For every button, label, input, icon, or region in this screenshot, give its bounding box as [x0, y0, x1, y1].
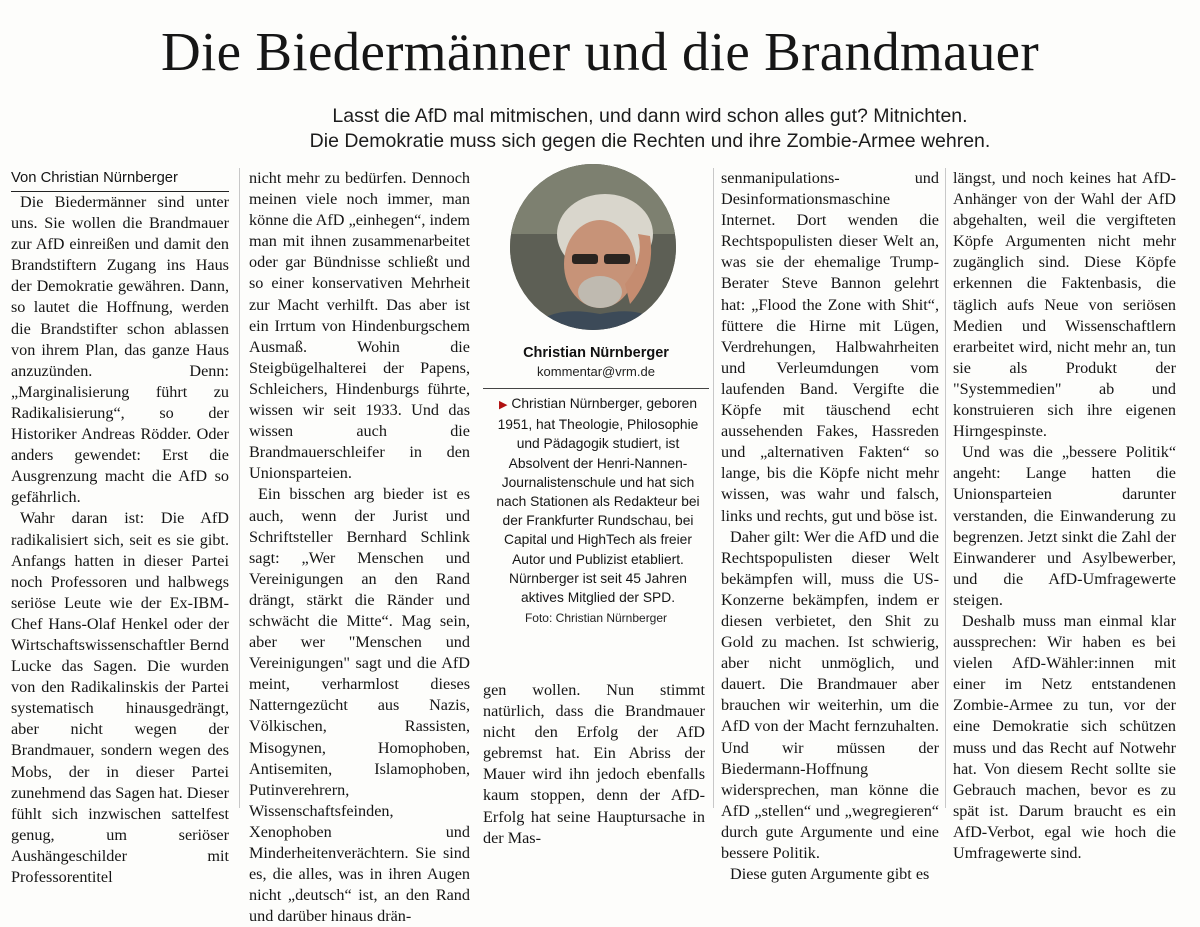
bio-divider — [483, 388, 709, 389]
paragraph: Ein bisschen arg bieder ist es auch, wenn der Jurist und Schriftsteller Bernhard Schlink sagt: „Wer Menschen und Vereinigungen an den Rand drängt, stärkt die Ränder und schwächt die Mitte“. Mag sein, aber wer "Menschen und Vereinigungen" sagt und die AfD meint, verharmlost dieses Natterngezücht aus Nazis, Völkischen, Rassisten, Misogynen, Homophoben, Antisemiten, Islamophoben, Putinverehrern, Wissenschaftsfeinden, Xenophoben und Minderheitenverächtern. Sie sind es, die alles, was in ihren Augen nicht „deutsch“ ist, an den Rand und darüber hinaus drän- — [249, 485, 470, 926]
paragraph: Und was die „bessere Politik“ angeht: Lange hatten die Unionsparteien darunter verstanden, die Einwanderung zu begrenzen. Jetzt sinkt die Zahl der Einwanderer und Asylbewerber, und die AfD-Umfragewerte steigen. — [953, 443, 1176, 609]
photo-credit: Foto: Christian Nürnberger — [524, 611, 668, 625]
article-column-4 — [721, 168, 939, 885]
paragraph: gen wollen. Nun stimmt natürlich, dass die Brandmauer nicht den Erfolg der AfD gebremst hat. Ein Abriss der Mauer wird ihn jedoch ebenfalls kaum stoppen, denn der AfD-Erfolg hat seine Hauptursache in der Mas- — [483, 681, 705, 847]
paragraph: Diese guten Argumente gibt es — [730, 865, 930, 884]
author-name: Christian Nürnberger — [523, 345, 669, 361]
subhead-line-2: Die Demokratie muss sich gegen die Rechten und ihre Zombie-Armee wehren. — [309, 130, 991, 152]
column-divider — [945, 168, 946, 808]
paragraph: Die Biedermänner sind unter uns. Sie wollen die Brandmauer zur AfD einreißen und damit den Brandstiftern Zugang ins Haus der Demokratie gewähren. Dann, so lautet die Hoffnung, werden die Brandstifter schon ablassen von ihrem Plan, das ganze Haus anzuzünden. Denn: „Marginalisierung führt zu Radikalisierung“, so der Historiker Andreas Rödder. Oder anders gewendet: Erst die Ausgrenzung macht die AfD so gefährlich. — [11, 193, 229, 507]
author-bio-text: Christian Nürnberger, geboren 1951, hat Theologie, Philosophie und Pädagogik studiert, ist Absolvent der Henri-Nannen-Journalistenschule und hat sich nach Stationen als Redakteur bei der Frankfurter Rundschau, bei Capital und HighTech als freier Autor und Publizist etabliert. Nürnberger ist seit 45 Jahren aktives Mitglied der SPD. — [496, 396, 700, 606]
headline: Die Biedermänner und die Brandmauer — [161, 21, 1039, 82]
article-column-5 — [953, 168, 1176, 864]
author-portrait-image — [510, 164, 676, 330]
paragraph: Daher gilt: Wer die AfD und die Rechtspopulisten dieser Welt bekämpfen will, muss die US-Konzerne bekämpfen, indem er diesen verbietet, den Shit zu Gold zu machen. Ist schwierig, aber nicht unmöglich, und dauert. Die Brandmauer aber brauchen wir weiterhin, um die AfD von der Macht fernzuhalten. Und wir müssen der Biedermann-Hoffnung widersprechen, man könne die AfD „stellen“ und „wegregieren“ durch gute Argumente und eine bessere Politik. — [721, 527, 939, 862]
subhead-line-1: Lasst die AfD mal mitmischen, und dann wird schon alles gut? Mitnichten. — [332, 105, 968, 127]
triangle-marker-icon: ▶ — [498, 399, 508, 411]
article-column-3 — [483, 680, 705, 849]
paragraph: senmanipulations- und Desinformationsmaschine Internet. Dort wenden die Rechtspopulisten dieser Welt an, was sie der ehemalige Trump-Berater Steve Bannon gelehrt hat: „Flood the Zone with Shit“, füttere die Hirne mit Lügen, Verdrehungen, Halbwahrheiten und Verleumdungen vom laufenden Band. Vergifte die Köpfe mit täuschend echt aussehenden Fakes, Hassreden und „alternativen Fakten“ so lange, bis die Köpfe nicht mehr wissen, was wahr und falsch, links und rechts, gut und böse ist. — [721, 169, 939, 525]
author-photo — [510, 164, 676, 330]
column-divider — [239, 168, 240, 808]
byline: Von Christian Nürnberger — [11, 168, 229, 192]
paragraph: längst, und noch keines hat AfD-Anhänger von der Wahl der AfD abgehalten, weil die vergifteten Köpfe Argumenten nicht mehr zugänglich sind. Diese Köpfe erkennen die Faktenbasis, die täglich aufs Neue von seriösen Medien und Wissenschaftlern erarbeitet wird, nicht mehr an, tun sie als Produkt der "Systemmedien" ab und konstruieren sich ihre eigenen Hirngespinste. — [953, 169, 1176, 441]
column-divider — [713, 168, 714, 808]
author-bio — [492, 394, 704, 607]
subheadline — [200, 104, 1100, 154]
paragraph: Deshalb muss man einmal klar aussprechen: Wir haben es bei vielen AfD-Wähler:innen mit einer im Netz entstandenen Zombie-Armee zu tun, vor der eine Demokratie sich schützen muss und das Recht auf Notwehr hat. Von diesem Recht sollte sie Gebrauch machen, bevor es zu spät ist. Darum braucht es ein AfD-Verbot, egal wie hoch die Umfragewerte sind. — [953, 611, 1176, 862]
author-email[interactable]: kommentar@vrm.de — [537, 364, 655, 379]
paragraph: Wahr daran ist: Die AfD radikalisiert sich, seit es sie gibt. Anfangs hatten in dieser Partei noch Professoren und halbwegs seriöse Leute wie der Ex-IBM-Chef Hans-Olaf Henkel oder der Wirtschaftswissenschaftler Bernd Lucke das Sagen. Die wurden von den Radikalinskis der Partei systematisch hinausgedrängt, aber nicht wegen der Brandmauer, sondern wegen des Mobs, der in dieser Partei zunehmend das Sagen hat. Dieser fühlt sich inzwischen sattelfest genug, um seriöser Aushängeschilder mit Professorentitel — [11, 509, 230, 886]
article-column-2 — [249, 168, 470, 927]
article-column-1 — [11, 168, 229, 888]
paragraph: nicht mehr zu bedürfen. Dennoch meinen viele noch immer, man könne die AfD „einhegen“, indem man mit ihnen zusammenarbeitet oder gar Bündnisse schließt und so einer konservativen Mehrheit zur Macht verhilft. Das aber ist ein Irrtum von Hindenburgschem Ausmaß. Wohin die Steigbügelhalterei der Papens, Schleichers, Hindenburgs führte, wissen wir seit 1933. Und das wissen auch die Brandmauerschleifer in den Unionsparteien. — [249, 169, 470, 483]
